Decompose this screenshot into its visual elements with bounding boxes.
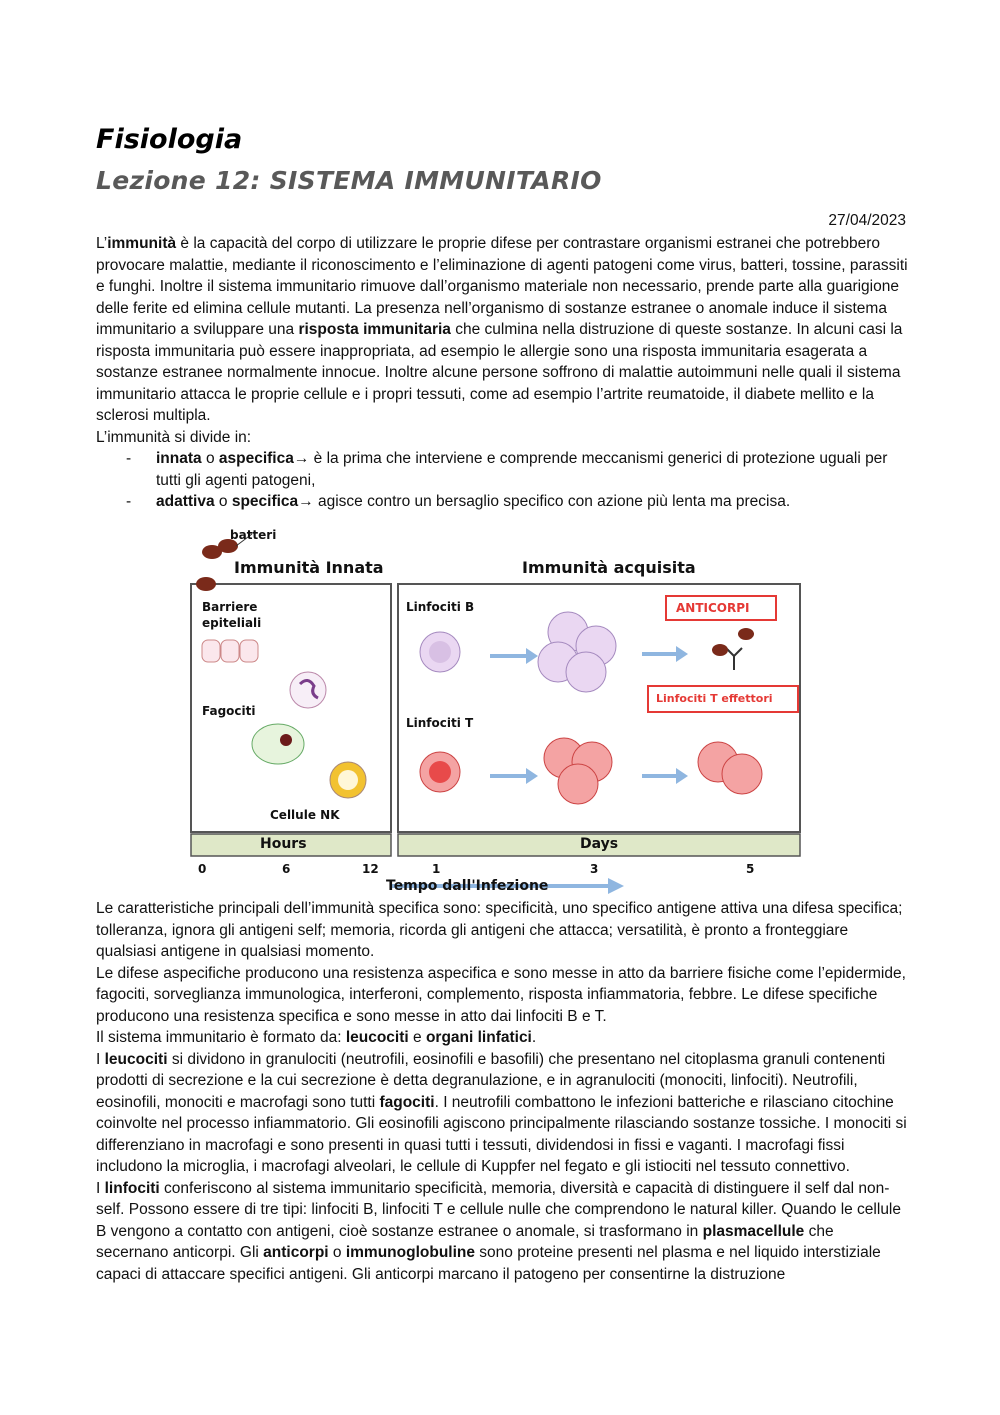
list-item bbox=[96, 448, 908, 491]
anticorpi-label: ANTICORPI bbox=[676, 601, 750, 615]
tick-label: 12 bbox=[362, 862, 379, 876]
text-run: sono proteine presenti nel plasma e nel liquido interstiziale capaci di attaccare specifici antigeni. Gli anticorpi marcano il patogeno per consentirne la distruzione bbox=[96, 1244, 881, 1283]
innate-title: Immunità Innata bbox=[234, 558, 384, 577]
tick-label: 1 bbox=[432, 862, 441, 876]
t-effettori-label: Linfociti T effettori bbox=[656, 692, 773, 705]
text-run: è la capacità del corpo di utilizzare le proprie difese per contrastare organismi estranei che potrebbero provocare malattie, mediante il riconoscimento e l’eliminazione di agenti patogeni come virus, batteri, tossine, parassiti e funghi. Inoltre il sistema immunitario rimuove dall’organismo materiale non necessario, prende parte alla guarigione delle ferite ed elimina cellule mutanti. La presenza nell’organismo di sostanze estranee o anomale induce il sistema immunitario a sviluppare una bbox=[96, 235, 908, 338]
text-run: Il sistema immunitario è formato da: bbox=[96, 1029, 346, 1046]
bold-term: innata bbox=[156, 450, 202, 467]
bold-term: plasmacellule bbox=[702, 1222, 805, 1240]
immunity-types-list bbox=[96, 448, 908, 513]
batteri-label: batteri bbox=[230, 528, 277, 542]
epithelial-cell bbox=[221, 640, 239, 662]
acquired-title: Immunità acquisita bbox=[522, 558, 696, 577]
text-run: → è la prima che interviene e comprende meccanismi generici di protezione uguali per tutti gli agenti patogeni, bbox=[156, 450, 888, 489]
bacterium-shape bbox=[738, 628, 754, 640]
text-run: . I neutrofili combattono le infezioni batteriche e rilasciano citochine coinvolte nel processo infiammatorio. Gli eosinofili agiscono principalmente rilasciando sostanze tossiche. I monociti si differenziano in macrofagi e sono presenti in quasi tutti i tessuti, dividendosi in fissi e vaganti. I macrofagi fissi includono la microglia, i macrofagi alveolari, le cellule di Kuppfer nel fegato e gli istiociti nel tessuto connettivo. bbox=[96, 1093, 907, 1175]
paragraph bbox=[96, 1178, 908, 1286]
intro-paragraph bbox=[96, 233, 908, 427]
text-run: o bbox=[214, 493, 232, 510]
hours-label: Hours bbox=[260, 836, 307, 852]
tick-label: 3 bbox=[590, 862, 599, 876]
phagocyte-cell bbox=[290, 672, 326, 708]
immunity-figure bbox=[190, 522, 810, 900]
linfociti-t-label: Linfociti T bbox=[406, 716, 474, 730]
paragraph: Le caratteristiche principali dell’immunità specifica sono: specificità, uno specifico antigene attiva una difesa specifica; tolleranza, ignora gli antigeni self; memoria, ricorda gli antigeni che attacca; versatilità, è pronto a fronteggiare qualsiasi antigene in qualsiasi momento. bbox=[96, 900, 903, 960]
lesson-date: 27/04/2023 bbox=[828, 212, 906, 229]
bold-term: linfociti bbox=[104, 1179, 160, 1197]
bold-term: risposta immunitaria bbox=[298, 321, 451, 338]
barriere-label: Barriere bbox=[202, 600, 258, 614]
text-run: che culmina nella distruzione di queste sostanze. In alcuni casi la risposta immunitaria può essere inappropriata, ad esempio le allergie sono una risposta immunitaria esagerata a sostanze estranee normalmente innocue. Inoltre alcune persone soffrono di malattie autoimmuni nelle quali il sistema immunitario attacca le proprie cellule e i propri tessuti, come ad esempio l’artrite reumatoide, il diabete mellito e la sclerosi multipla. bbox=[96, 321, 903, 424]
text-run: e bbox=[408, 1029, 426, 1046]
text-run: si dividono in granulociti (neutrofili, eosinofili e basofili) che presentano nel citoplasma granuli contenenti prodotti di secrezione e la cui secrezione è detta degranulazione, e in agranulociti (monociti, linfociti). Neutrofili, eosinofili, monociti e macrofagi sono tutti bbox=[96, 1050, 886, 1111]
bold-term: organi linfatici bbox=[425, 1029, 532, 1046]
text-run: o bbox=[328, 1244, 346, 1261]
nk-nucleus bbox=[338, 770, 358, 790]
engulfed-bacterium bbox=[280, 734, 292, 746]
bold-term: specifica bbox=[231, 493, 299, 510]
bold-term: anticorpi bbox=[263, 1244, 329, 1261]
b-cell bbox=[566, 652, 606, 692]
bacterium-shape bbox=[712, 644, 728, 656]
tempo-label: Tempo dall'Infezione bbox=[386, 878, 549, 894]
intro-section bbox=[96, 233, 908, 513]
bullet-dash: - bbox=[126, 450, 132, 467]
cellule-nk-label: Cellule NK bbox=[270, 808, 340, 822]
epiteliali-label: epiteliali bbox=[202, 616, 262, 630]
epithelial-cell bbox=[240, 640, 258, 662]
bacterium-shape bbox=[196, 577, 216, 591]
bold-term: fagociti bbox=[379, 1093, 435, 1111]
b-cell-nucleus bbox=[429, 641, 451, 663]
text-run: . bbox=[531, 1029, 537, 1046]
t-cell bbox=[722, 754, 762, 794]
text-run: che secernano anticorpi. Gli bbox=[96, 1222, 834, 1261]
division-intro: L’immunità si divide in: bbox=[96, 428, 252, 446]
paragraph: Le difese aspecifiche producono una resistenza aspecifica e sono messe in atto da barriere fisiche come l’epidermide, fagociti, sorveglianza immunologica, interferoni, complemento, risposta infiammatoria, febbre. Le difese specifiche producono una resistenza specifica e sono messe in atto dai linfociti B e T. bbox=[96, 964, 906, 1025]
text-run: I bbox=[96, 1179, 105, 1197]
text-run: o bbox=[201, 450, 219, 467]
bullet-dash: - bbox=[126, 493, 132, 510]
bold-term: leucociti bbox=[345, 1029, 409, 1046]
bold-term: immunoglobuline bbox=[345, 1244, 475, 1261]
bold-term: adattiva bbox=[156, 493, 215, 510]
list-item bbox=[96, 491, 908, 513]
fagociti-label: Fagociti bbox=[202, 704, 256, 718]
tick-label: 6 bbox=[282, 862, 291, 876]
text-run: I bbox=[96, 1050, 105, 1068]
epithelial-cell bbox=[202, 640, 220, 662]
paragraph bbox=[96, 1049, 908, 1178]
macrophage-cell bbox=[252, 724, 304, 764]
document-title: Fisiologia bbox=[96, 124, 243, 155]
bold-term: leucociti bbox=[104, 1050, 168, 1068]
lesson-subtitle: Lezione 12: SISTEMA IMMUNITARIO bbox=[96, 166, 602, 195]
tick-label: 5 bbox=[746, 862, 755, 876]
linfociti-b-label: Linfociti B bbox=[406, 600, 475, 614]
t-cell-nucleus bbox=[429, 761, 451, 783]
paragraph bbox=[96, 1027, 908, 1049]
t-cell bbox=[558, 764, 598, 804]
text-run: → agisce contro un bersaglio specifico con azione più lenta ma precisa. bbox=[298, 493, 791, 510]
text-run: conferiscono al sistema immunitario specificità, memoria, diversità e capacità di distinguere il self dal non-self. Possono essere di tre tipi: linfociti B, linfociti T e cellule nulle che comprendono le natural killer. Quando le cellule B vengono a contatto con antigeni, cioè sostanze estranee o anomale, si trasformano in bbox=[96, 1179, 902, 1240]
body-section bbox=[96, 898, 908, 1285]
tick-label: 0 bbox=[198, 862, 207, 876]
bold-term: immunità bbox=[107, 235, 177, 252]
bold-term: aspecifica bbox=[218, 450, 294, 467]
days-label: Days bbox=[580, 836, 619, 852]
text-run: L’ bbox=[96, 235, 108, 252]
